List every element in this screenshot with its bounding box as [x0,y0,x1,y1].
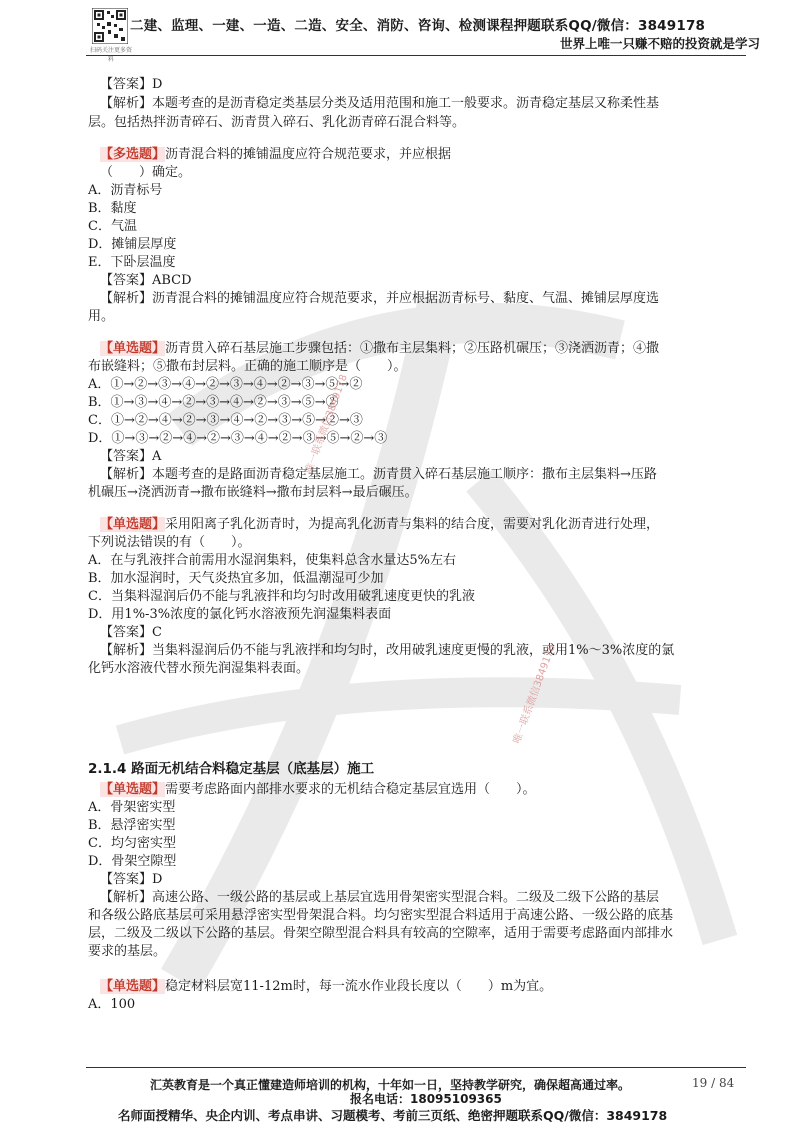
q3-option: D．①→③→②→④→②→③→④→②→③→⑤→②→③ [88,431,388,446]
q1-answer: 【答案】D [100,77,163,92]
question-type-tag: 【多选题】 [100,147,166,162]
q3-analysis-line: 【解析】本题考查的是路面沥青稳定基层施工。沥青贯入碎石基层施工顺序：撒布主层集料→压路 [100,467,657,482]
question-type-tag: 【单选题】 [100,517,166,532]
q2-option: A．沥青标号 [88,183,163,198]
q3-stem [100,340,659,358]
footer-phone: 报名电话：18095109365 [350,1092,502,1106]
footer-divider [86,1067,746,1068]
q5-analysis-line: 要求的基层。 [88,944,167,959]
q5-stem [100,781,536,799]
q3-option: C．①→②→④→②→③→④→②→③→⑤→②→③ [88,413,363,428]
footer-org-statement: 汇英教育是一个真正懂建造师培训的机构，十年如一日，坚持教学研究，确保超高通过率。 [150,1078,631,1092]
q4-stem-cont: 下列说法错误的有（ ）。 [88,535,251,550]
q3-answer: 【答案】A [100,449,162,464]
q2-option: C．气温 [88,219,137,234]
q5-option: D．骨架空隙型 [88,854,177,869]
header-slogan: 世界上唯一只赚不赔的投资就是学习 [559,36,760,51]
q2-stem-cont: （ ）确定。 [100,165,192,180]
q2-analysis-line: 用。 [88,309,115,324]
q6-stem [100,978,552,996]
q5-analysis-line: 和各级公路底基层可采用悬浮密实型骨架混合料。均匀密实型混合料适用于高速公路、一级公路的底基 [88,908,674,923]
qr-caption: 扫码关注更多资料 [90,47,133,63]
section-title: 2.1.4 路面无机结合料稳定基层（底基层）施工 [88,761,375,777]
q3-option: B．①→③→④→②→③→④→②→③→⑤→② [88,395,339,410]
watermark-text: 唯一联系微信3849178 [303,373,350,476]
q1-analysis-line: 层。包括热拌沥青碎石、沥青贯入碎石、乳化沥青碎石混合料等。 [88,115,466,130]
q1-analysis-line: 【解析】本题考查的是沥青稳定类基层分类及适用范围和施工一般要求。沥青稳定基层又称柔性基 [100,96,660,111]
q4-option: B．加水湿润时，天气炎热宜多加，低温潮湿可少加 [88,571,384,586]
q3-option: A．①→②→③→④→②→③→④→②→③→⑤→② [88,377,363,392]
q5-option: B．悬浮密实型 [88,818,176,833]
q2-stem [100,146,451,164]
q2-option: D．摊铺层厚度 [88,237,177,252]
question-type-tag: 【单选题】 [100,782,166,797]
q3-stem-cont: 布嵌缝料；⑤撒布封层料。正确的施工顺序是（ ）。 [88,359,407,374]
watermark-text: 唯一联系微信3849178 [511,643,558,746]
q5-option: C．均匀密实型 [88,836,176,851]
q4-option: A．在与乳液拌合前需用水湿润集料，使集料总含水量达5%左右 [88,553,457,568]
q2-analysis-line: 【解析】沥青混合料的摊铺温度应符合规范要求，并应根据沥青标号、黏度、气温、摊铺层厚度选 [100,291,660,306]
q2-stem-text: 沥青混合料的摊铺温度应符合规范要求，并应根据 [165,147,452,162]
q6-stem-text: 稳定材料层宽11-12m时，每一流水作业段长度以（ ）m为宜。 [165,979,553,994]
qr-code-icon [92,8,128,44]
question-type-tag: 【单选题】 [100,979,166,994]
q4-option: C．当集料湿润后仍不能与乳液拌和均匀时改用破乳速度更快的乳液 [88,589,475,604]
q2-answer: 【答案】ABCD [100,273,192,288]
q5-stem-text: 需要考虑路面内部排水要求的无机结合稳定基层宜选用（ ）。 [165,782,536,797]
q4-stem [100,516,659,534]
q5-analysis-line: 【解析】高速公路、一级公路的基层或上基层宜选用骨架密实型混合料。二级及二级下公路的基层 [100,890,660,905]
q4-stem-text: 采用阳离子乳化沥青时，为提高乳化沥青与集料的结合度，需要对乳化沥青进行处理， [165,517,660,532]
header-divider [86,55,746,56]
q5-answer: 【答案】D [100,872,163,887]
footer-contact-line: 名师面授精华、央企内训、考点串讲、习题模考、考前三页纸、绝密押题联系QQ/微信：3849178 [118,1108,668,1123]
q5-option: A．骨架密实型 [88,800,176,815]
question-type-tag: 【单选题】 [100,341,166,356]
q6-option: A．100 [88,997,136,1012]
q5-analysis-line: 层，二级及二级以下公路的基层。骨架空隙型混合料具有较高的空隙率，适用于需要考虑路面内部排水 [88,926,674,941]
q3-stem-text: 沥青贯入碎石基层施工步骤包括：①撒布主层集料；②压路机碾压；③浇洒沥青；④撒 [165,341,660,356]
page-number: 19 / 84 [692,1076,735,1090]
q2-option: E．下卧层温度 [88,255,176,270]
q4-analysis-line: 化钙水溶液代替水预先润湿集料表面。 [88,661,310,676]
q2-option: B．黏度 [88,201,137,216]
header-contact-line: 二建、监理、一建、一造、二造、安全、消防、咨询、检测课程押题联系QQ/微信：3849178 [130,18,706,34]
q4-answer: 【答案】C [100,625,162,640]
q4-analysis-line: 【解析】当集料湿润后仍不能与乳液拌和均匀时，改用破乳速度更慢的乳液，或用1%～3%浓度的氯 [100,643,675,658]
q4-option: D．用1%-3%浓度的氯化钙水溶液预先润湿集料表面 [88,607,392,622]
q3-analysis-line: 机碾压→浇洒沥青→撒布嵌缝料→撒布封层料→最后碾压。 [88,485,418,500]
